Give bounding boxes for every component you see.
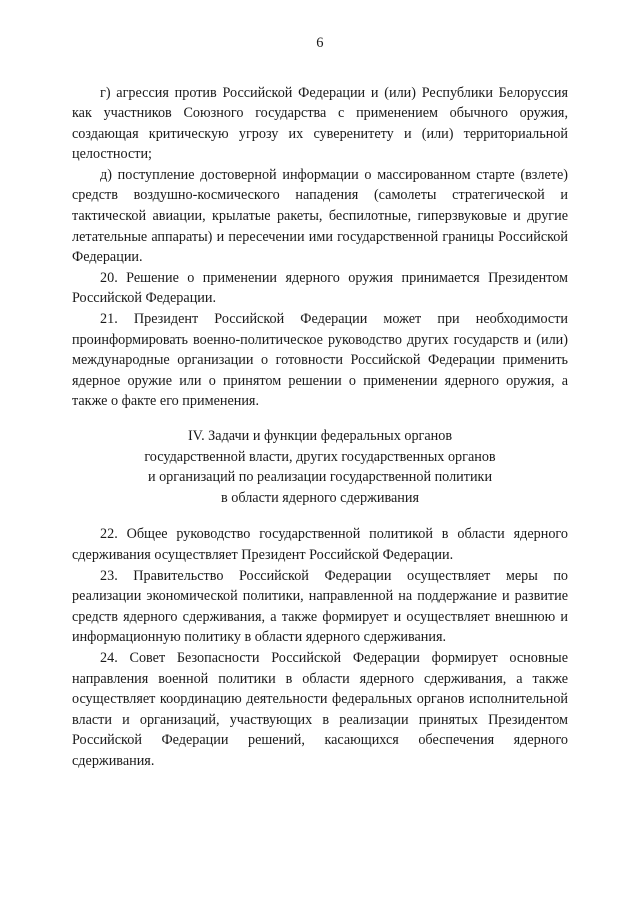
paragraph-22: 22. Общее руководство государственной политикой в области ядерного сдерживания осуществляет Президент Российской Федерации. bbox=[72, 526, 568, 563]
paragraph-20: 20. Решение о применении ядерного оружия принимается Президентом Российской Федерации. bbox=[72, 269, 568, 307]
section-heading-line-2: государственной власти, других государственных органов bbox=[144, 448, 496, 465]
section-heading bbox=[72, 426, 568, 508]
section-heading-line-4: в области ядерного сдерживания bbox=[221, 489, 419, 506]
paragraph-23: 23. Правительство Российской Федерации осуществляет меры по реализации экономической политики, направленной на поддержание и развитие средств ядерного сдерживания, а также формирует и осуществляет внешнюю и информационную политику в области ядерного сдерживания. bbox=[72, 567, 568, 646]
paragraph-g: г) агрессия против Российской Федерации и (или) Республики Белоруссия как участников Союзного государства с применением обычного оружия, создающая критическую угрозу их суверенитету и (или) территориальной целостности; bbox=[72, 84, 568, 163]
page-number: 6 bbox=[316, 35, 324, 51]
section-heading-line-1: IV. Задачи и функции федеральных органов bbox=[187, 428, 453, 444]
document-body bbox=[72, 83, 568, 772]
paragraph-24: 24. Совет Безопасности Российской Федерации формирует основные направления военной политики в области ядерного сдерживания, а также осуществляет координацию деятельности федеральных органов исполнительной власти и организаций, участвующих в реализации принятых Президентом Российской Федерации решений, касающихся обеспечения ядерного сдерживания. bbox=[72, 649, 568, 769]
section-heading-line-3: и организаций по реализации государственной политики bbox=[147, 469, 493, 486]
paragraph-21: 21. Президент Российской Федерации может при необходимости проинформировать военно-политическое руководство других государств и (или) международные организации о готовности Российской Федерации применить ядерное оружие или о принятом решении о применении ядерного оружия, а также о факте его применения. bbox=[72, 311, 568, 410]
paragraph-d: д) поступление достоверной информации о массированном старте (взлете) средств воздушно-космического нападения (самолеты стратегической и тактической авиации, крылатые ракеты, беспилотные, гиперзвуковые и другие летательные аппараты) и пересечении ими государственной границы Российской Федерации. bbox=[72, 166, 568, 266]
